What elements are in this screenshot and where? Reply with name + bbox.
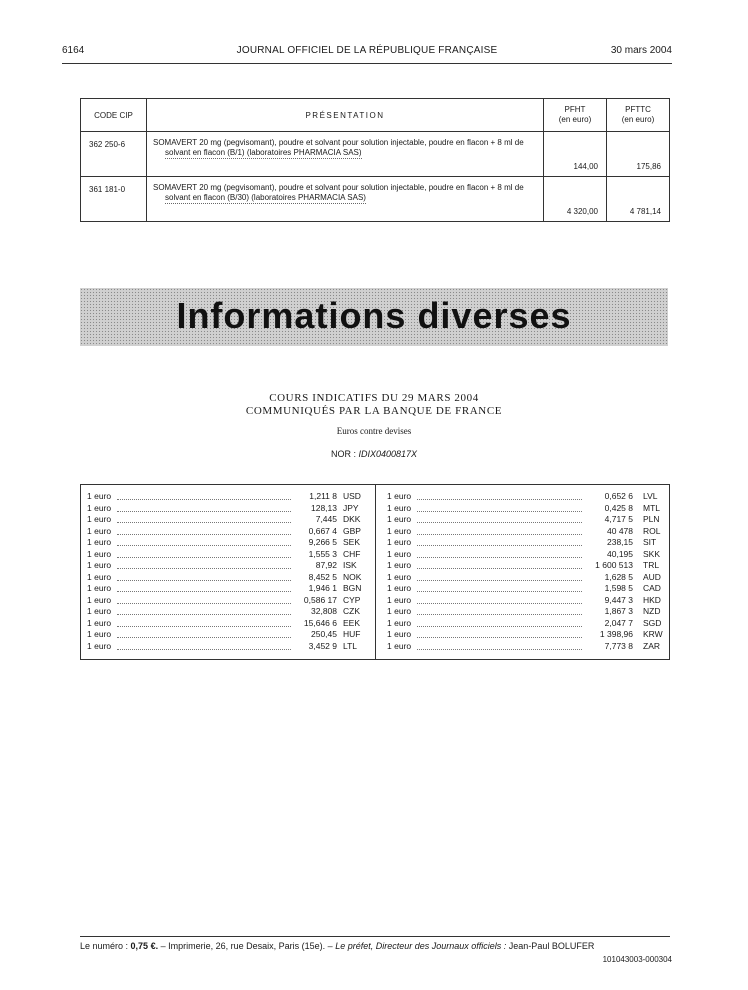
rate-value: 4,717 5 [583, 514, 633, 524]
rate-value: 7,773 8 [583, 641, 633, 651]
rate-label: 1 euro [387, 617, 412, 628]
header-pfttc-line2: (en euro) [621, 115, 655, 124]
rate-label: 1 euro [87, 502, 112, 513]
currency-code: CAD [643, 583, 661, 593]
rate-leader-dots [417, 511, 582, 512]
table-row [81, 132, 670, 177]
rate-leader-dots [117, 499, 291, 500]
column-divider [375, 485, 376, 659]
rate-label: 1 euro [387, 594, 412, 605]
rate-label: 1 euro [387, 629, 412, 639]
rate-row [387, 549, 663, 561]
exchange-rates-table [80, 484, 670, 660]
rate-row [87, 606, 363, 618]
rate-label: 1 euro [87, 571, 112, 582]
rate-label: 1 euro [87, 617, 112, 628]
rate-leader-dots [417, 545, 582, 546]
rate-leader-dots [417, 626, 582, 627]
rate-row [87, 629, 363, 641]
rate-leader-dots [417, 649, 582, 650]
rate-value: 1 600 513 [583, 560, 633, 570]
currency-code: TRL [643, 560, 660, 570]
header-pfht [544, 99, 607, 132]
rate-leader-dots [117, 545, 291, 546]
rate-label: 1 euro [87, 491, 112, 501]
rate-leader-dots [417, 522, 582, 523]
rate-leader-dots [117, 557, 291, 558]
issue-price: 0,75 €. [130, 941, 159, 951]
rate-value: 128,13 [291, 503, 337, 513]
rate-leader-dots [417, 614, 582, 615]
row-code: 362 250-6 [81, 132, 147, 177]
currency-code: EEK [343, 617, 361, 628]
currency-code: LVL [643, 491, 658, 501]
director-name: Jean-Paul BOLUFER [508, 941, 595, 951]
rate-value: 40,195 [583, 549, 633, 559]
currency-code: AUD [643, 571, 661, 582]
currency-code: LTL [343, 640, 358, 651]
rate-label: 1 euro [387, 491, 412, 501]
footer-rule [80, 936, 670, 937]
rate-leader-dots [117, 649, 291, 650]
rate-label: 1 euro [387, 537, 412, 547]
rate-row [87, 618, 363, 630]
rate-row [387, 514, 663, 526]
currency-code: SIT [643, 537, 657, 547]
price-prefix: Le numéro : [80, 941, 129, 951]
rate-leader-dots [417, 591, 582, 592]
rate-row [87, 526, 363, 538]
header-presentation: PRÉSENTATION [147, 99, 544, 132]
rate-value: 0,425 8 [583, 503, 633, 513]
header-rule [62, 63, 672, 64]
nor-label: NOR : [330, 449, 356, 459]
presentation-table [80, 98, 670, 222]
rate-value: 1,211 8 [291, 491, 337, 501]
rate-value: 15,646 6 [291, 618, 337, 628]
currency-code: DKK [343, 514, 361, 524]
rate-label: 1 euro [87, 525, 112, 536]
rate-leader-dots [417, 557, 582, 558]
rate-leader-dots [117, 591, 291, 592]
row-presentation-line1: SOMAVERT 20 mg (pegvisomant), poudre et solvant pour solution injectable, poudre en flacon + 8 ml de [153, 138, 524, 147]
currency-code: BGN [343, 583, 362, 593]
rates-left-column [87, 491, 363, 652]
rate-row [87, 514, 363, 526]
currency-code: SKK [643, 548, 661, 559]
row-presentation-line1: SOMAVERT 20 mg (pegvisomant), poudre et solvant pour solution injectable, poudre en flacon + 8 ml de [153, 183, 524, 192]
rate-leader-dots [117, 603, 291, 604]
issue-date: 30 mars 2004 [610, 45, 672, 56]
rate-label: 1 euro [387, 548, 412, 559]
nor-code: IDIX0400817X [358, 449, 418, 459]
rate-row [387, 491, 663, 503]
rate-leader-dots [417, 568, 582, 569]
rate-leader-dots [417, 603, 582, 604]
rate-label: 1 euro [387, 571, 412, 582]
table-row [81, 177, 670, 222]
rates-right-column [387, 491, 663, 652]
currency-code: SEK [343, 537, 361, 547]
rate-value: 1,867 3 [583, 606, 633, 616]
rate-row [387, 606, 663, 618]
rate-row [387, 618, 663, 630]
cours-title-line1: COURS INDICATIFS DU 29 MARS 2004 [269, 392, 479, 404]
rate-value: 250,45 [291, 629, 337, 639]
rate-leader-dots [117, 568, 291, 569]
section-title: Informations diverses [176, 295, 572, 336]
currency-code: ISK [343, 560, 357, 570]
rate-value: 0,586 17 [291, 595, 337, 605]
rate-label: 1 euro [387, 525, 412, 536]
rate-label: 1 euro [87, 560, 112, 570]
rate-leader-dots [117, 580, 291, 581]
row-presentation [147, 132, 544, 177]
rate-leader-dots [117, 522, 291, 523]
rate-row [87, 549, 363, 561]
header-code-cip: CODE CIP [81, 99, 147, 132]
rate-value: 8,452 5 [291, 572, 337, 582]
rate-label: 1 euro [387, 640, 412, 651]
rate-row [87, 560, 363, 572]
rate-value: 32,808 [291, 606, 337, 616]
cours-title-line2: COMMUNIQUÉS PAR LA BANQUE DE FRANCE [245, 405, 503, 417]
rate-leader-dots [417, 637, 582, 638]
rate-label: 1 euro [87, 606, 112, 616]
rate-row [387, 572, 663, 584]
rate-value: 9,447 3 [583, 595, 633, 605]
currency-code: CZK [343, 606, 360, 616]
rate-row [87, 595, 363, 607]
rate-row [87, 537, 363, 549]
page-footer [80, 941, 670, 951]
rate-value: 238,15 [583, 537, 633, 547]
rate-row [87, 641, 363, 653]
row-presentation [147, 177, 544, 222]
currency-code: CHF [343, 548, 361, 559]
row-pfht: 144,00 [544, 132, 607, 177]
rate-label: 1 euro [87, 583, 112, 593]
rate-value: 40 478 [583, 526, 633, 536]
page-number: 6164 [62, 45, 85, 56]
rate-row [387, 560, 663, 572]
rate-leader-dots [417, 499, 582, 500]
rate-label: 1 euro [387, 502, 412, 513]
row-code: 361 181-0 [81, 177, 147, 222]
rate-label: 1 euro [387, 560, 412, 570]
header-pfttc-line1: PFTTC [625, 105, 651, 114]
rate-row [87, 583, 363, 595]
row-pfttc: 175,86 [607, 132, 670, 177]
currency-code: NZD [643, 606, 661, 616]
journal-title: JOURNAL OFFICIEL DE LA RÉPUBLIQUE FRANÇAISE [236, 45, 498, 56]
row-pfht: 4 320,00 [544, 177, 607, 222]
director-role: Le préfet, Directeur des Journaux officiels : [335, 941, 507, 951]
row-presentation-line2: solvant en flacon (B/30) (laboratoires PHARMACIA SAS) [165, 193, 366, 202]
currency-code: SGD [643, 617, 662, 628]
currency-code: HKD [643, 594, 661, 605]
rate-row [387, 629, 663, 641]
rate-value: 3,452 9 [291, 641, 337, 651]
rate-label: 1 euro [387, 606, 412, 616]
rate-label: 1 euro [87, 629, 112, 639]
currency-code: JPY [343, 502, 359, 513]
row-presentation-line2: solvant en flacon (B/1) (laboratoires PHARMACIA SAS) [165, 148, 362, 157]
rate-row [387, 595, 663, 607]
header-pfttc [607, 99, 670, 132]
rate-label: 1 euro [87, 594, 112, 605]
row-pfttc: 4 781,14 [607, 177, 670, 222]
rate-row [387, 526, 663, 538]
currency-code: GBP [343, 525, 361, 536]
cours-subtitle: Euros contre devises [336, 426, 412, 436]
rate-row [387, 583, 663, 595]
document-code: 101043003-000304 [602, 955, 672, 964]
currency-code: MTL [643, 502, 660, 513]
rate-row [87, 572, 363, 584]
table-header-row [81, 99, 670, 132]
currency-code: HUF [343, 629, 361, 639]
header-pfht-line2: (en euro) [558, 115, 592, 124]
printer-address: – Imprimerie, 26, rue Desaix, Paris (15e). – [160, 941, 333, 951]
rate-value: 1,555 3 [291, 549, 337, 559]
rate-leader-dots [117, 511, 291, 512]
rate-row [87, 503, 363, 515]
rate-value: 1 398,96 [583, 629, 633, 639]
rate-label: 1 euro [87, 537, 112, 547]
rate-value: 7,445 [291, 514, 337, 524]
rate-label: 1 euro [387, 514, 412, 524]
rate-row [387, 641, 663, 653]
rate-value: 1,628 5 [583, 572, 633, 582]
rate-value: 1,598 5 [583, 583, 633, 593]
rate-value: 0,652 6 [583, 491, 633, 501]
currency-code: ZAR [643, 640, 660, 651]
rate-leader-dots [417, 580, 582, 581]
rate-value: 2,047 7 [583, 618, 633, 628]
rate-value: 87,92 [291, 560, 337, 570]
rate-leader-dots [117, 637, 291, 638]
rate-leader-dots [117, 626, 291, 627]
rate-row [387, 537, 663, 549]
currency-code: NOK [343, 571, 362, 582]
rate-label: 1 euro [387, 583, 412, 593]
currency-code: KRW [643, 629, 663, 639]
rate-row [87, 491, 363, 503]
rate-row [387, 503, 663, 515]
rate-label: 1 euro [87, 514, 112, 524]
currency-code: PLN [643, 514, 660, 524]
rate-leader-dots [117, 614, 291, 615]
rate-label: 1 euro [87, 640, 112, 651]
nor-reference [0, 449, 748, 459]
page-header [62, 45, 672, 61]
rate-leader-dots [117, 534, 291, 535]
rate-value: 1,946 1 [291, 583, 337, 593]
header-pfht-line1: PFHT [564, 105, 586, 114]
rate-leader-dots [417, 534, 582, 535]
section-banner [80, 288, 668, 346]
rate-value: 0,667 4 [291, 526, 337, 536]
currency-code: ROL [643, 525, 661, 536]
rate-value: 9,266 5 [291, 537, 337, 547]
currency-code: USD [343, 491, 361, 501]
currency-code: CYP [343, 594, 361, 605]
rate-label: 1 euro [87, 548, 112, 559]
